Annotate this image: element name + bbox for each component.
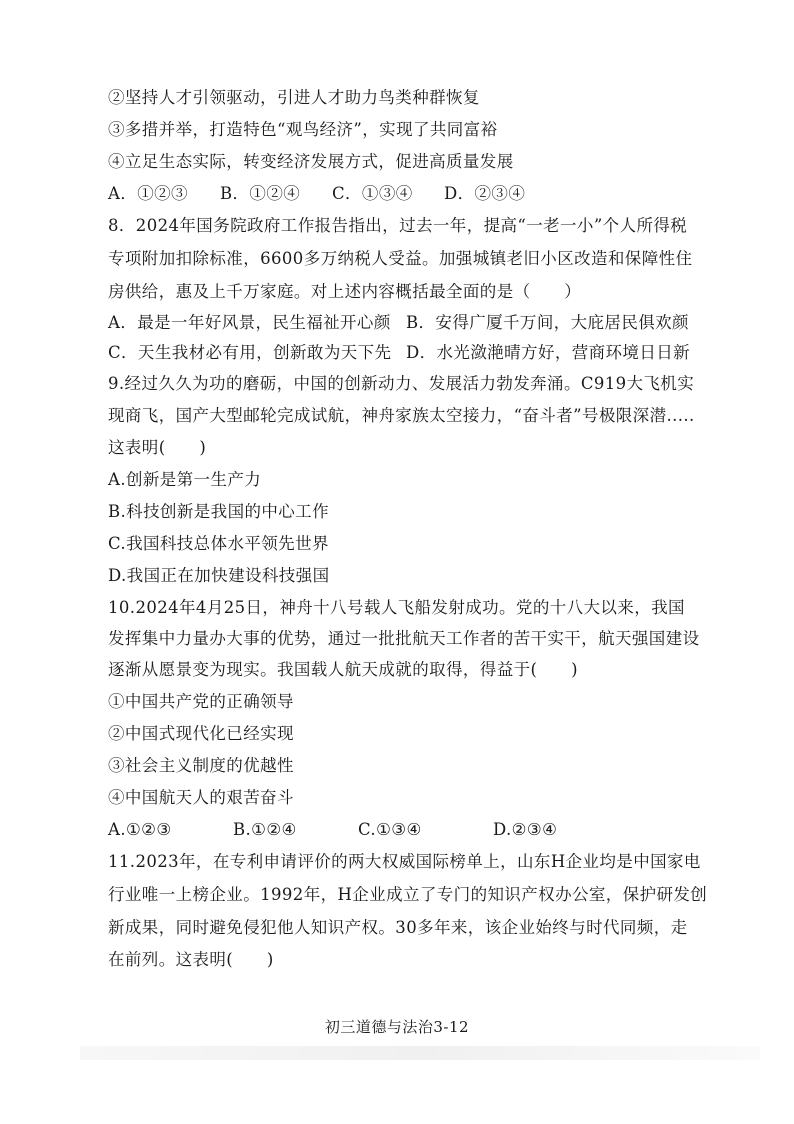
q8-options-row-1 xyxy=(108,313,689,333)
q9-stem-line-2: 现商飞，国产大型邮轮完成试航，神舟家族太空接力，“奋斗者”号极限深潜..... xyxy=(108,406,695,425)
q10-options-row xyxy=(108,820,557,840)
option-b[interactable]: B．①②④ xyxy=(220,184,301,203)
q8-option-a[interactable]: A．最是一年好风景，民生福祉开心颜 xyxy=(108,313,391,332)
q10-option-d[interactable]: D.②③④ xyxy=(493,820,558,839)
statement-3: ③多措并举，打造特色“观鸟经济”，实现了共同富裕 xyxy=(108,120,498,139)
q10-stem-line-2: 发挥集中力量办大事的优势，通过一批批航天工作者的苦干实干，航天强国建设 xyxy=(108,629,700,648)
q9-option-d[interactable]: D.我国正在加快建设科技强国 xyxy=(108,566,330,585)
q8-option-c[interactable]: C．天生我材必有用，创新敢为天下先 xyxy=(108,343,392,362)
q10-stem-line-1: 10.2024年4月25日，神舟十八号载人飞船发射成功。党的十八大以来，我国 xyxy=(108,598,685,617)
q11-stem-line-4: 在前列。这表明( ) xyxy=(108,950,274,969)
q10-statement-2: ②中国式现代化已经实现 xyxy=(108,724,294,743)
options-row xyxy=(108,184,525,204)
scan-shadow xyxy=(80,1046,760,1060)
q8-option-d[interactable]: D．水光潋滟晴方好，营商环境日日新 xyxy=(406,343,691,362)
q8-options-row-2 xyxy=(108,343,690,363)
option-c[interactable]: C．①③④ xyxy=(332,184,413,203)
q8-stem-line-1: 8．2024年国务院政府工作报告指出，过去一年，提高“一老一小”个人所得税 xyxy=(108,216,688,235)
q9-option-c[interactable]: C.我国科技总体水平领先世界 xyxy=(108,534,329,553)
q10-statement-3: ③社会主义制度的优越性 xyxy=(108,756,294,775)
q11-stem-line-3: 新成果，同时避免侵犯他人知识产权。30多年来，该企业始终与时代同频，走 xyxy=(108,918,688,937)
statement-4: ④立足生态实际，转变经济发展方式，促进高质量发展 xyxy=(108,152,514,171)
q11-stem-line-2: 行业唯一上榜企业。1992年，H企业成立了专门的知识产权办公室，保护研发创 xyxy=(108,885,708,904)
q11-stem-line-1: 11.2023年，在专利申请评价的两大权威国际榜单上，山东H企业均是中国家电 xyxy=(108,852,701,871)
q10-stem-line-3: 逐渐从愿景变为现实。我国载人航天成就的取得，得益于( ) xyxy=(108,660,578,679)
q9-stem-line-1: 9.经过久久为功的磨砺，中国的创新动力、发展活力勃发奔涌。C919大飞机实 xyxy=(108,374,695,393)
q8-option-b[interactable]: B．安得广厦千万间，大庇居民俱欢颜 xyxy=(406,313,689,332)
statement-2: ②坚持人才引领驱动，引进人才助力鸟类种群恢复 xyxy=(108,88,480,107)
q10-option-b[interactable]: B.①②④ xyxy=(233,820,297,839)
q8-stem-line-2: 专项附加扣除标准，6600多万纳税人受益。加强城镇老旧小区改造和保障性住 xyxy=(108,249,693,268)
option-d[interactable]: D．②③④ xyxy=(444,184,526,203)
q10-option-a[interactable]: A.①②③ xyxy=(108,820,172,839)
q10-statement-1: ①中国共产党的正确领导 xyxy=(108,692,294,711)
q9-option-b[interactable]: B.科技创新是我国的中心工作 xyxy=(108,502,329,521)
q9-option-a[interactable]: A.创新是第一生产力 xyxy=(108,470,262,489)
q8-stem-line-3: 房供给，惠及上千万家庭。对上述内容概括最全面的是（ ） xyxy=(108,282,582,301)
q9-stem-line-3: 这表明( ) xyxy=(108,438,207,457)
q10-option-c[interactable]: C.①③④ xyxy=(358,820,422,839)
page-footer: 初三道德与法治3-12 xyxy=(324,1018,470,1036)
q10-statement-4: ④中国航天人的艰苦奋斗 xyxy=(108,788,294,807)
option-a[interactable]: A．①②③ xyxy=(108,184,188,203)
